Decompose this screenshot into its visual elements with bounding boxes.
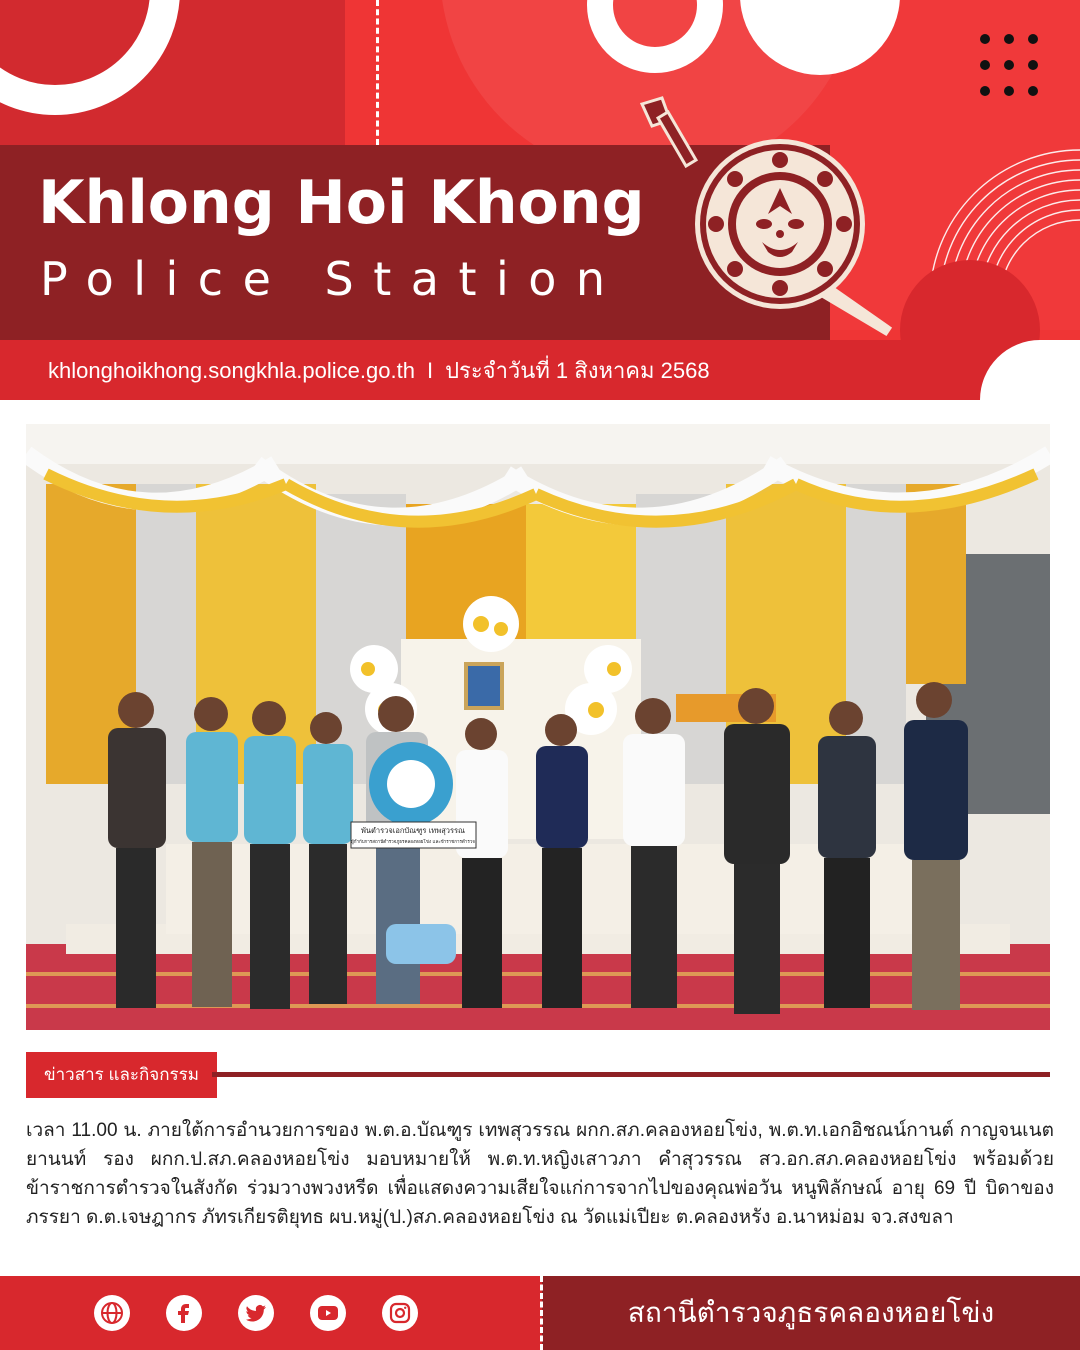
category-bar bbox=[26, 1052, 1050, 1098]
globe-icon[interactable] bbox=[94, 1295, 130, 1331]
police-emblem-icon bbox=[640, 96, 900, 346]
date-label: ประจำวันที่ 1 สิงหาคม 2568 bbox=[445, 358, 710, 383]
instagram-icon[interactable] bbox=[382, 1295, 418, 1331]
wreath-card-line1: พันตำรวจเอกบัณฑูร เทพสุวรรณ bbox=[360, 826, 466, 835]
news-body: เวลา 11.00 น. ภายใต้การอำนวยการของ พ.ต.อ.บัณฑูร เทพสุวรรณ ผกก.สภ.คลองหอยโข่ง, พ.ต.ท.เอกอิชณน์กานต์ กาญจนเนตยานนท์ รอง ผกก.ป.สภ.คลองหอยโข่ง มอบหมายให้ พ.ต.ท.หญิงเสาวภา คำสุวรรณ สว.อก.สภ.คลองหอยโข่ง พร้อมด้วยข้าราชการตำรวจในสังกัด ร่วมวางพวงหรีด เพื่อแสดงความเสียใจแก่การจากไปของคุณพ่อวัน หนูพิลักษณ์ อายุ 69 ปี บิดาของภรรยา ด.ต.เจษฎากร ภัทรเกียรติยุทธ ผบ.หมู่(ป.)สภ.คลองหอยโข่ง ณ วัดแม่เปียะ ต.คลองหรัง อ.นาหม่อม จว.สงขลา bbox=[26, 1120, 1054, 1228]
youtube-icon[interactable] bbox=[310, 1295, 346, 1331]
photo-illustration bbox=[26, 424, 1050, 1030]
header-dashed-divider bbox=[376, 0, 379, 145]
footer-station-name: สถานีตำรวจภูธรคลองหอยโข่ง bbox=[627, 1297, 995, 1328]
website-date-line bbox=[48, 353, 710, 388]
footer bbox=[0, 1276, 1080, 1350]
wreath-card-line2: ผู้กำกับการสถานีตำรวจภูธรคลองหอยโข่ง และข้าราชการตำรวจ bbox=[351, 840, 475, 845]
social-links bbox=[94, 1295, 418, 1331]
station-title: Khlong Hoi Khong bbox=[38, 168, 645, 238]
category-rule bbox=[212, 1072, 1050, 1077]
station-subtitle: Police Station bbox=[40, 252, 625, 306]
separator: I bbox=[426, 358, 434, 383]
event-photo bbox=[26, 424, 1050, 1030]
twitter-icon[interactable] bbox=[238, 1295, 274, 1331]
dots-grid-icon bbox=[980, 34, 1044, 98]
website-link[interactable]: khlonghoikhong.songkhla.police.go.th bbox=[48, 358, 415, 383]
facebook-icon[interactable] bbox=[166, 1295, 202, 1331]
category-tag[interactable]: ข่าวสาร และกิจกรรม bbox=[26, 1052, 217, 1098]
